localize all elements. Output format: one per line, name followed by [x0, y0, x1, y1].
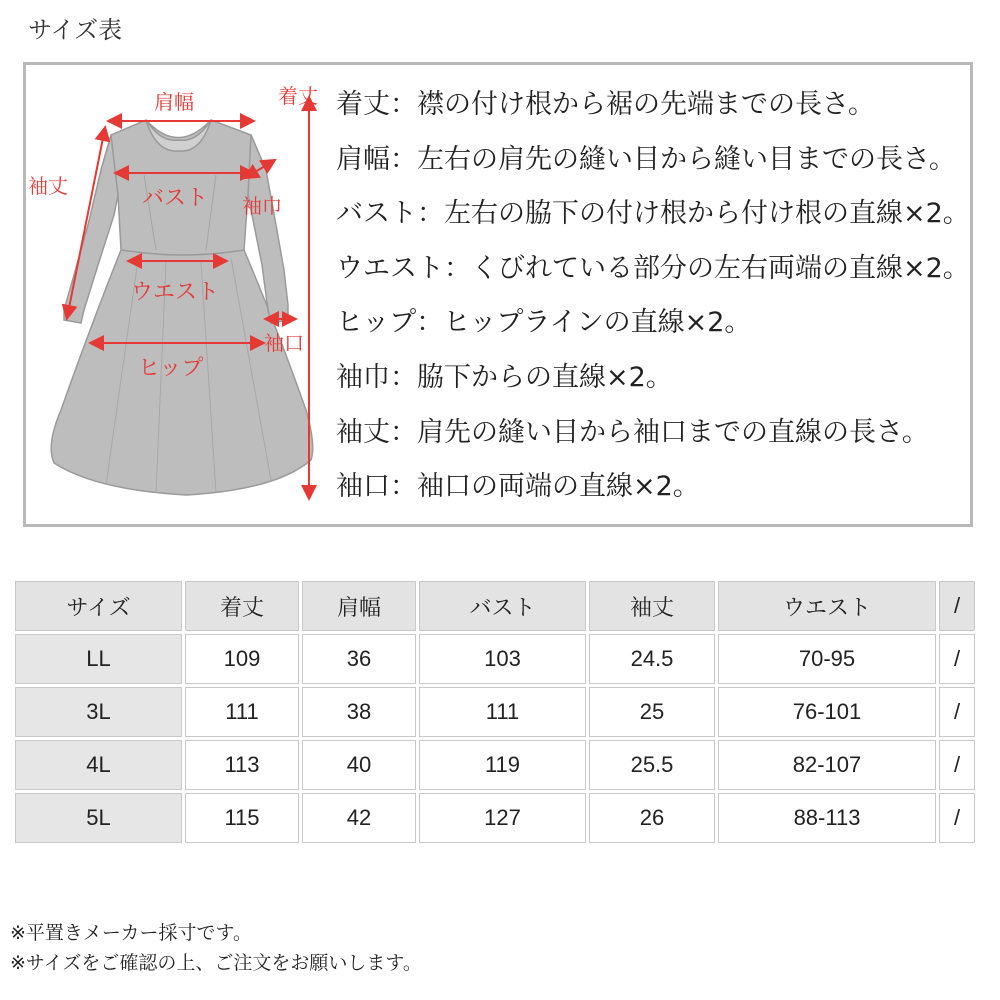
- page-title: サイズ表: [28, 16, 123, 44]
- label-sleeve-length: 袖丈: [28, 174, 68, 198]
- cell-bust: 119: [419, 740, 586, 790]
- cell-length: 109: [185, 634, 299, 684]
- table-header-row: [15, 581, 975, 631]
- header-sleeve: 袖丈: [589, 581, 715, 631]
- label-sleeve-width: 袖巾: [242, 194, 282, 218]
- cell-extra: /: [939, 740, 975, 790]
- cell-shoulder: 40: [302, 740, 416, 790]
- cell-extra: /: [939, 793, 975, 843]
- cell-extra: /: [939, 634, 975, 684]
- definition-sleeve-length: 袖丈：肩先の縫い目から袖口までの直線の長さ。: [336, 416, 929, 448]
- header-bust: バスト: [419, 581, 586, 631]
- measurement-definitions: [336, 78, 976, 515]
- cell-bust: 103: [419, 634, 586, 684]
- cell-length: 115: [185, 793, 299, 843]
- cell-sleeve: 26: [589, 793, 715, 843]
- definition-bust: バスト：左右の脇下の付け根から付け根の直線×2。: [336, 198, 970, 230]
- header-waist: ウエスト: [718, 581, 936, 631]
- cell-shoulder: 38: [302, 687, 416, 737]
- cell-waist: 88-113: [718, 793, 936, 843]
- cell-bust: 111: [419, 687, 586, 737]
- note-confirm: ※サイズをご確認の上、ご注文をお願いします。: [10, 952, 422, 974]
- label-cuff: 袖口: [264, 331, 304, 355]
- definition-length: 着丈：襟の付け根から裾の先端までの長さ。: [336, 89, 875, 120]
- cell-sleeve: 25: [589, 687, 715, 737]
- notes: [10, 918, 422, 978]
- definition-hip: ヒップ：ヒップラインの直線×2。: [336, 307, 752, 339]
- cell-sleeve: 24.5: [589, 634, 715, 684]
- label-shoulder: 肩幅: [154, 90, 194, 114]
- header-shoulder: 肩幅: [302, 581, 416, 631]
- cell-shoulder: 36: [302, 634, 416, 684]
- label-bust: バスト: [142, 186, 209, 211]
- cell-bust: 127: [419, 793, 586, 843]
- header-size: サイズ: [15, 581, 182, 631]
- cell-size: LL: [15, 634, 182, 684]
- table-row: [15, 634, 975, 684]
- cell-size: 4L: [15, 740, 182, 790]
- label-length: 着丈: [278, 84, 318, 108]
- cell-sleeve: 25.5: [589, 740, 715, 790]
- definition-sleeve-width: 袖巾：脇下からの直線×2。: [336, 361, 673, 393]
- note-measurement: ※平置きメーカー採寸です。: [10, 922, 253, 944]
- header-extra: /: [939, 581, 975, 631]
- definition-cuff: 袖口：袖口の両端の直線×2。: [336, 471, 700, 503]
- cell-waist: 70-95: [718, 634, 936, 684]
- label-hip: ヒップ: [138, 356, 204, 381]
- header-length: 着丈: [185, 581, 299, 631]
- cell-waist: 82-107: [718, 740, 936, 790]
- table-row: [15, 687, 975, 737]
- definition-waist: ウエスト：くびれている部分の左右両端の直線×2。: [336, 252, 970, 284]
- cell-size: 3L: [15, 687, 182, 737]
- table-row: [15, 793, 975, 843]
- label-waist: ウエスト: [131, 280, 220, 305]
- dress-illustration: [26, 65, 346, 525]
- cell-length: 111: [185, 687, 299, 737]
- table-row: [15, 740, 975, 790]
- cell-size: 5L: [15, 793, 182, 843]
- size-table: [12, 578, 978, 846]
- cell-extra: /: [939, 687, 975, 737]
- cell-shoulder: 42: [302, 793, 416, 843]
- cell-waist: 76-101: [718, 687, 936, 737]
- definition-shoulder: 肩幅：左右の肩先の縫い目から縫い目までの長さ。: [336, 143, 956, 175]
- cell-length: 113: [185, 740, 299, 790]
